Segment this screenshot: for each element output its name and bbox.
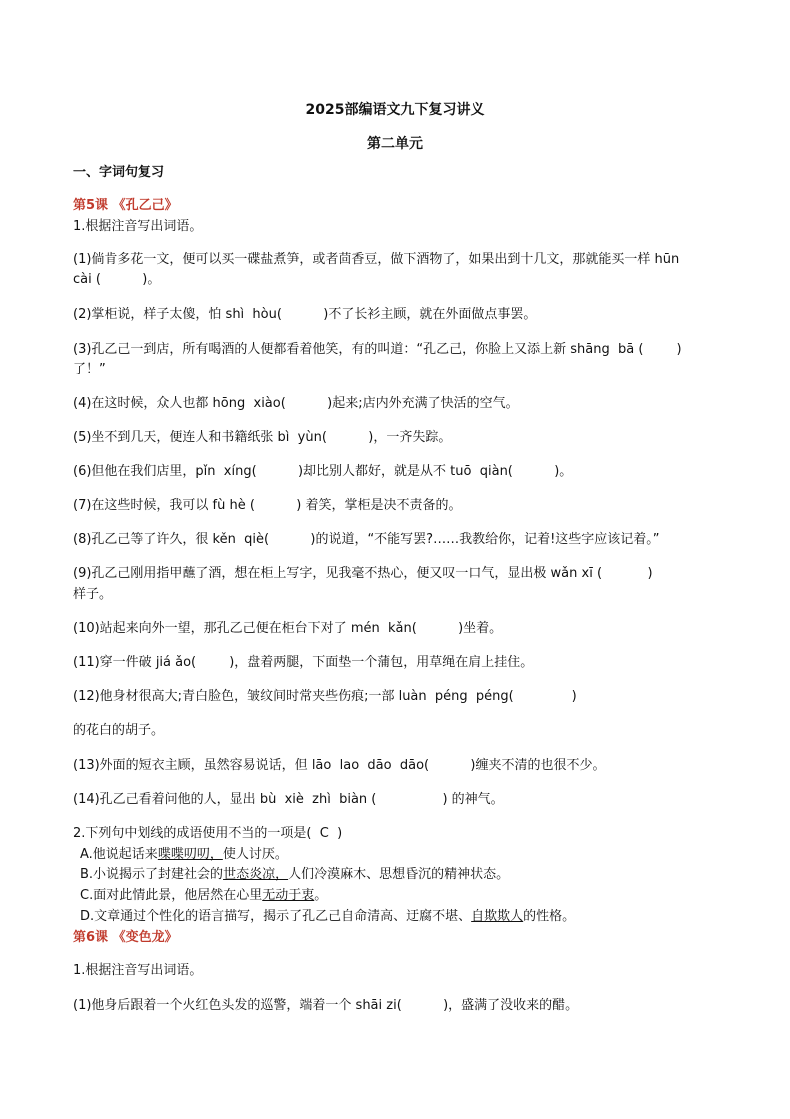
question-line: cài ( )。 [73, 272, 161, 287]
question-line: (8)孔乙己等了许久，很 kěn qiè( )的说道，“不能写罢?……我教给你，记着!这些字应该记着。” [73, 532, 660, 547]
question-line: (10)站起来向外一望，那孔乙己便在柜台下对了 mén kǎn( )坐着。 [73, 621, 503, 636]
question-line: (13)外面的短衣主顾，虽然容易说话，但 lāo lao dāo dāo( )缠夹不清的也很不少。 [73, 758, 606, 773]
question-line: (5)坐不到几天，便连人和书籍纸张 bì yùn( )，一齐失踪。 [73, 430, 452, 445]
option-c: C.面对此情此景，他居然在心里无动于衷。 [80, 888, 328, 903]
unit-title: 第二单元 [367, 136, 423, 152]
question-line: (7)在这些时候，我可以 fù hè ( ) 着笑，掌柜是决不责备的。 [73, 498, 462, 513]
option-a: A.他说起话来喋喋叨叨，使人讨厌。 [80, 847, 288, 862]
lesson-6-instruction: 1.根据注音写出词语。 [73, 963, 203, 978]
lesson-5-heading: 第5课 《孔乙己》 [73, 198, 178, 213]
lesson-5-instruction: 1.根据注音写出词语。 [73, 219, 203, 234]
question-line: (6)但他在我们店里，pǐn xíng( )却比别人都好，就是从不 tuō qiàn( )。 [73, 464, 573, 479]
question-line: (2)掌柜说，样子太傻，怕 shì hòu( )不了长衫主顾，就在外面做点事罢。 [73, 307, 537, 322]
question-line: (4)在这时候，众人也都 hōng xiào( )起来;店内外充满了快活的空气。 [73, 396, 519, 411]
question-line: 了！” [73, 362, 106, 377]
option-d: D.文章通过个性化的语言描写，揭示了孔乙己自命清高、迂腐不堪、自欺欺人的性格。 [80, 909, 576, 924]
lesson-6-heading: 第6课 《变色龙》 [73, 930, 178, 945]
question-line: (3)孔乙己一到店，所有喝酒的人便都看着他笑，有的叫道：“孔乙己，你脸上又添上新 shāng bā ( ) [73, 342, 682, 357]
question-line: 样子。 [73, 587, 113, 602]
choice-question-stem: 2.下列句中划线的成语使用不当的一项是( C ) [73, 826, 343, 841]
document-title: 2025部编语文九下复习讲义 [305, 102, 485, 118]
section-heading: 一、字词句复习 [73, 165, 165, 180]
question-line: (11)穿一件破 jiá ǎo( )，盘着两腿，下面垫一个蒲包，用草绳在肩上挂住。 [73, 655, 534, 670]
question-line: (14)孔乙己看着问他的人，显出 bù xiè zhì biàn ( ) 的神气。 [73, 792, 504, 807]
question-line: (9)孔乙己刚用指甲蘸了酒，想在柜上写字，见我毫不热心，便又叹一口气，显出极 wǎn xī ( ) [73, 566, 653, 581]
question-line: (12)他身材很高大;青白脸色，皱纹间时常夹些伤痕;一部 luàn péng péng( ) [73, 689, 577, 704]
question-line: (1)他身后跟着一个火红色头发的巡警，端着一个 shāi zi( )，盛满了没收来的醋。 [73, 998, 579, 1013]
question-line: (1)倘肯多花一文，便可以买一碟盐煮笋，或者茴香豆，做下酒物了，如果出到十几文，那就能买一样 hūn [73, 252, 680, 267]
question-line: 的花白的胡子。 [73, 723, 165, 738]
option-b: B.小说揭示了封建社会的世态炎凉，人们冷漠麻木、思想昏沉的精神状态。 [80, 867, 510, 882]
